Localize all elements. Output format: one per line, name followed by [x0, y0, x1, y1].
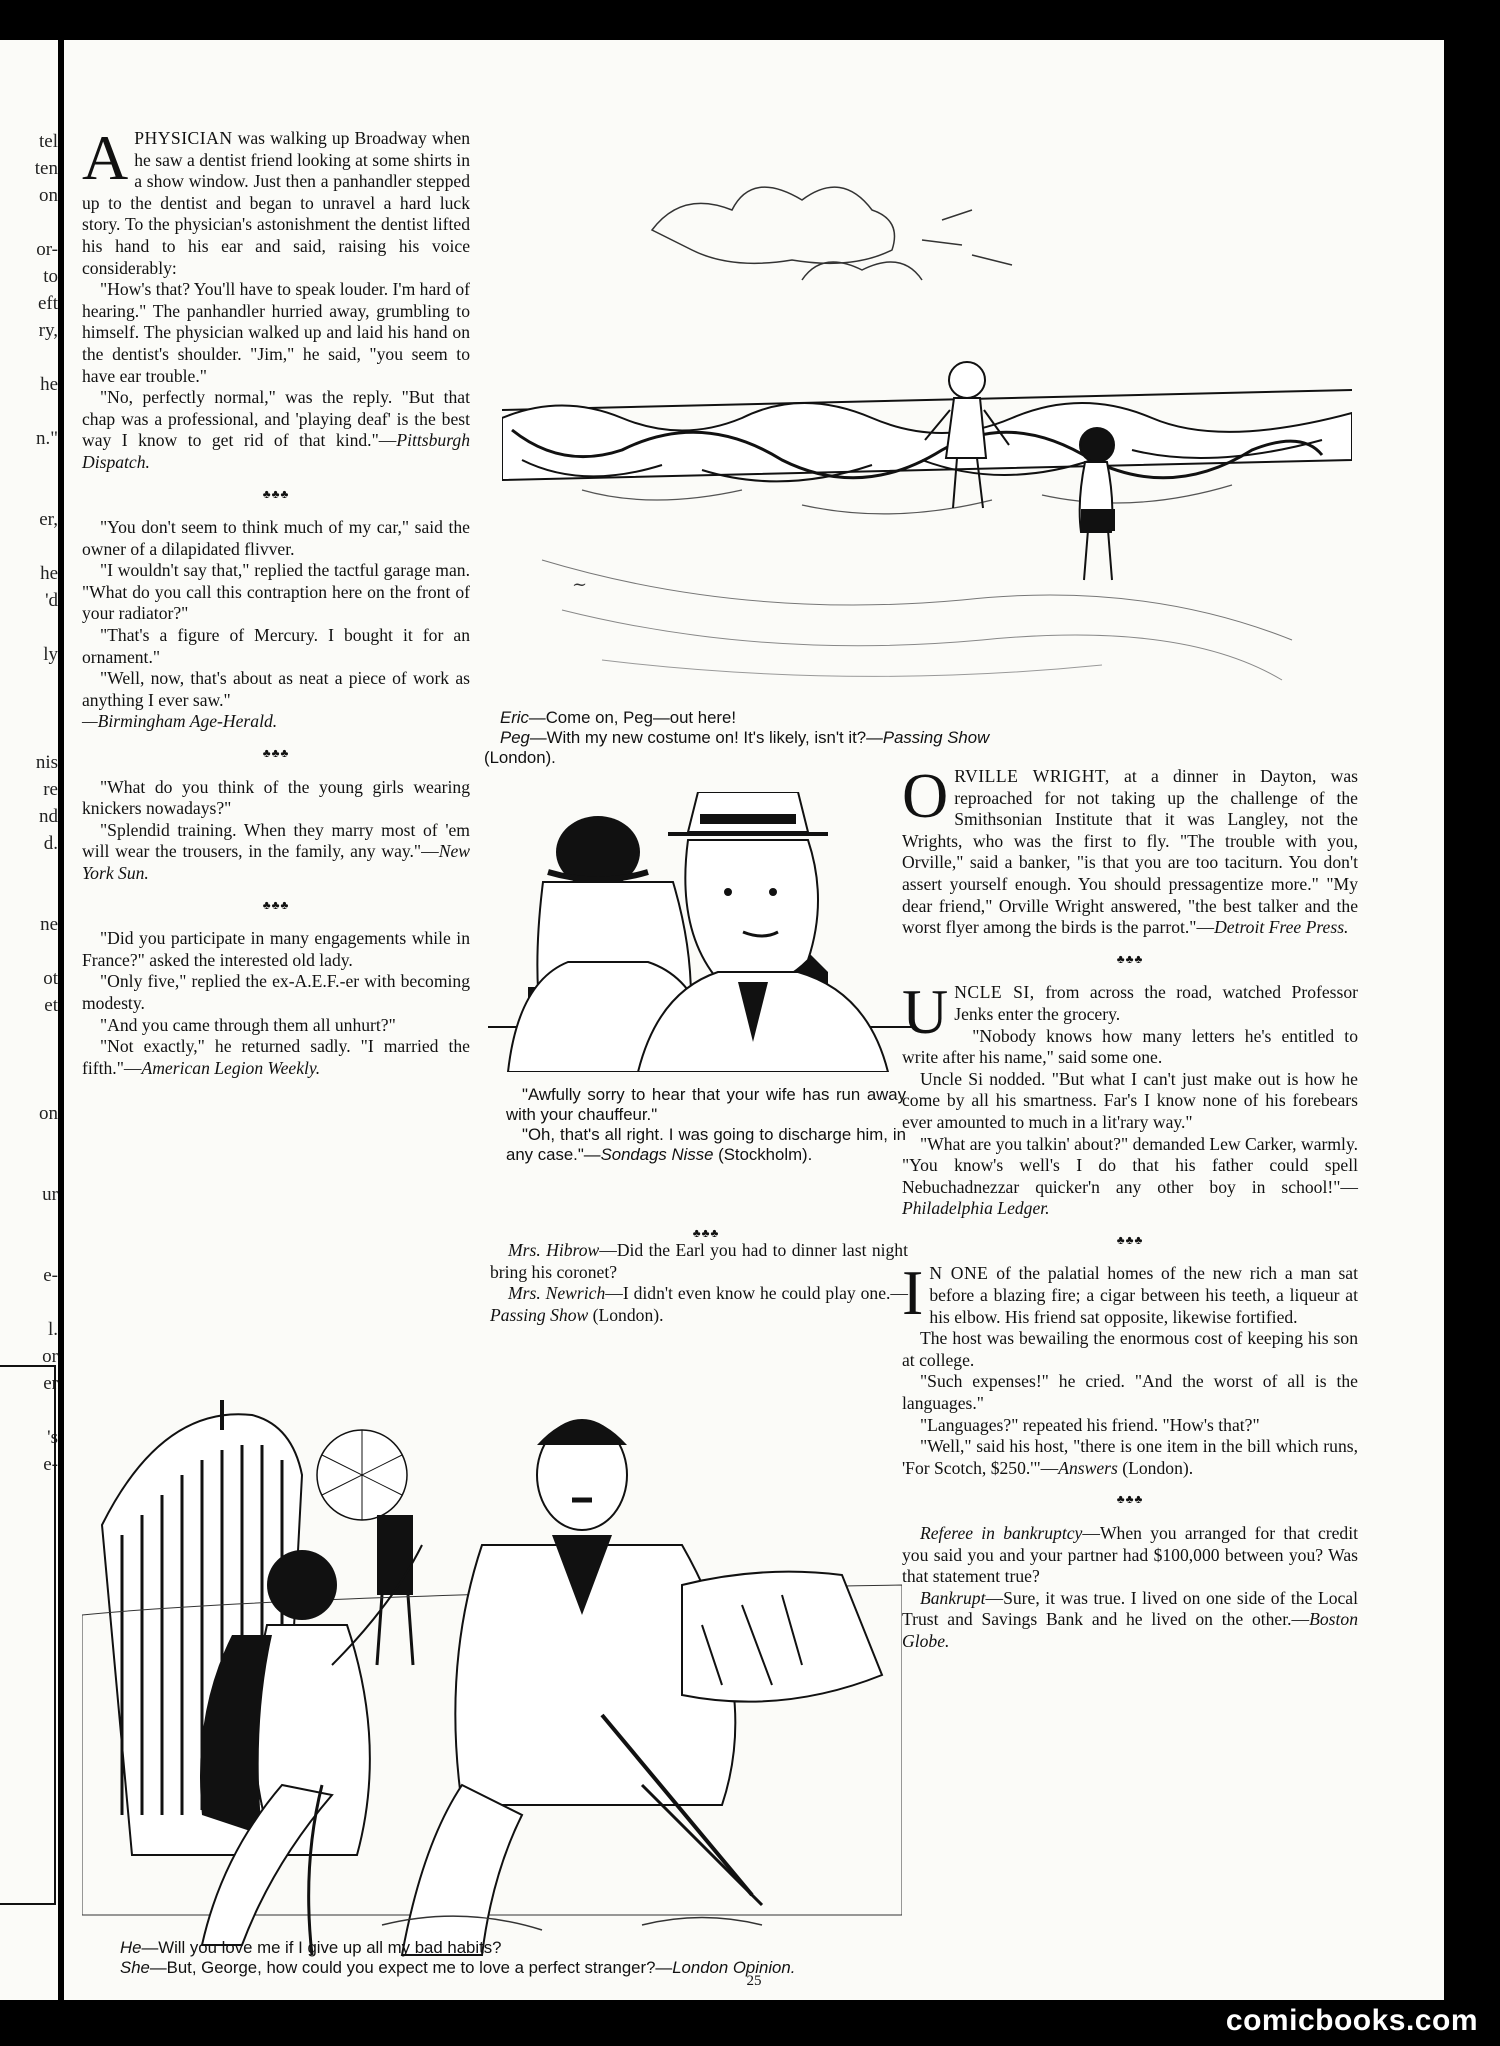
chauffeur-cartoon-illustration: [488, 792, 912, 1072]
hibrow-joke: Mrs. Hibrow—Did the Earl you had to dinner last night bring his coronet? Mrs. Newrich—I didn't even know he could play one.—Passing Show (London).: [490, 1240, 909, 1325]
paragraph: "Splendid training. When they marry most of 'em will wear the trousers, in the family, any way."—New York Sun.: [82, 819, 470, 883]
paragraph: Uncle Si nodded. "But what I can't just make out is how he come by all his smartness. Far's I know none of his forebears ever amounted to much in a lit'rary way.": [902, 1068, 1358, 1132]
separator-ornament: ♣♣♣: [262, 486, 290, 501]
previous-page-fragment: he: [40, 374, 58, 395]
previous-page-edge: [0, 40, 58, 2000]
separator-ornament: ♣♣♣: [1116, 1492, 1144, 1507]
beach-cartoon-caption: Eric—Come on, Peg—out here! Peg—With my new costume on! It's likely, isn't it?—Passing Show (London).: [484, 708, 990, 767]
previous-page-fragment: 'd: [45, 590, 58, 611]
paragraph: Referee in bankruptcy—When you arranged for that credit you said you and your partner had $100,000 between you? Was that statement true?: [902, 1523, 1358, 1587]
previous-page-fragment: [0, 452, 58, 479]
previous-page-fragment: [0, 1073, 58, 1100]
separator-ornament: ♣♣♣: [1116, 951, 1144, 966]
previous-page-fragment: nis: [35, 752, 58, 773]
beach-couple-illustration: [82, 1365, 902, 1975]
previous-page-fragment: [0, 1289, 58, 1316]
previous-page-fragment: l.: [47, 1319, 58, 1340]
previous-page-fragment: er: [43, 1373, 58, 1394]
paragraph: "No, perfectly normal," was the reply. "But that chap was a professional, and 'playing deaf' is the best way I know to get rid of that kind."—Pittsburgh Dispatch.: [82, 387, 470, 472]
joke-uncle-si: UNCLE SI, from across the road, watched Professor Jenks enter the grocery.: [902, 976, 1359, 1048]
previous-page-fragment: he: [40, 563, 58, 584]
chauffeur-cartoon-caption: "Awfully sorry to hear that your wife has run away with your chauffeur." "Oh, that's all right. I was going to discharge him, in any case."—Sondags Nisse (Stockholm).: [506, 1085, 906, 1164]
previous-page-fragment: to: [43, 266, 58, 287]
paragraph: "Not exactly," he returned sadly. "I married the fifth."—American Legion Weekly.: [82, 1036, 470, 1078]
child-peg: [1080, 428, 1114, 580]
previous-page-fragment: [0, 533, 58, 560]
previous-page-fragment: d.: [43, 833, 58, 854]
page-number: 25: [746, 1973, 762, 1989]
site-watermark: comicbooks.com: [1225, 2004, 1478, 2037]
paragraph: "What are you talkin' about?" demanded Lew Carker, warmly. "You know's well's I do that his father could spell Nebuchadnezzar quicker'n any other boy in school!"—Philadelphia Ledger.: [902, 1133, 1358, 1219]
joke-new-rich: I N ONE of the palatial homes of the new rich a man sat before a blazing fire; a cigar between his teeth, a liqueur at his elbow. His friend sat opposite, likewise fortified.: [902, 1257, 1358, 1329]
beach-waves-illustration: [502, 160, 1352, 690]
separator-ornament: ♣♣♣: [1116, 1232, 1144, 1247]
separator-ornament: ♣♣♣: [262, 746, 290, 761]
paragraph: "That's a figure of Mercury. I bought it for an ornament.": [82, 625, 470, 667]
previous-page-fragment: ry,: [38, 320, 58, 341]
previous-page-fragment: tel: [39, 131, 58, 152]
drop-cap: O: [902, 760, 949, 831]
previous-page-fragment: [0, 344, 58, 371]
previous-page-fragment: ur: [42, 1184, 58, 1205]
previous-page-fragment: [0, 479, 58, 506]
paragraph: "And you came through them all unhurt?": [100, 1014, 396, 1035]
previous-page-fragment: [0, 1019, 58, 1046]
paragraph: "Did you participate in many engagements while in France?" asked the interested old lady.: [82, 928, 470, 970]
column-left: [82, 122, 470, 1079]
paragraph: "Well, now, that's about as neat a piece of work as anything I ever saw." —Birmingham Age-Herald.: [82, 668, 470, 732]
previous-page-fragment: or: [42, 1346, 58, 1367]
drop-cap: U: [902, 976, 949, 1048]
previous-page-fragment: [0, 209, 58, 236]
previous-page-fragment: [0, 884, 58, 911]
column-right: [902, 760, 1359, 1653]
artist-signature: ~: [572, 574, 588, 595]
paragraph: "You don't seem to think much of my car," said the owner of a dilapidated flivver.: [82, 517, 470, 559]
previous-page-fragment: [0, 614, 58, 641]
beach-couple-caption-text: He—Will you love me if I give up all my bad habits? She—But, George, how could you expect me to love a perfect stranger?—London Opinion.: [120, 1938, 796, 1977]
couple-drawing: [82, 1365, 902, 1975]
drop-cap: I: [902, 1257, 924, 1329]
paragraph: Bankrupt—Sure, it was true. I lived on one side of the Local Trust and Savings Bank and he lived on the other.—Boston Globe.: [902, 1587, 1358, 1651]
previous-page-fragment: [0, 1046, 58, 1073]
previous-page-fragment: [0, 1235, 58, 1262]
previous-page-fragment: [0, 1208, 58, 1235]
previous-page-fragment: on: [39, 1103, 58, 1124]
paragraph: "How's that? You'll have to speak louder. I'm hard of hearing." The panhandler hurried away, grumbling to himself. The physician walked up and laid his hand on the dentist's shoulder. "Jim," he said, "you seem to have ear trouble.": [82, 279, 470, 386]
previous-page-fragment: [0, 398, 58, 425]
paragraph: "Such expenses!" he cried. "And the worst of all is the languages.": [902, 1371, 1358, 1414]
previous-page-fragment: or-: [36, 239, 58, 260]
paragraph: "Nobody knows how many letters he's entitled to write after his name," said some one.: [902, 1025, 1358, 1068]
joke-orville-wright: ORVILLE WRIGHT, at a dinner in Dayton, was reproached for not taking up the challenge of the Smithsonian Institute that it was Langley, not the Wrights, who was the first to fly. "The trouble with you, Orville," said a banker, "is that you are too taciturn. You don't assert yourself enough. You should pressagentize more." "My dear friend," Orville Wright answered, "the best talker and the worst flyer among the birds is the parrot."—Detroit Free Press.: [902, 760, 1358, 938]
magazine-page: [64, 40, 1444, 2000]
previous-page-text-fragments: [0, 128, 58, 1478]
previous-page-fragment: re: [43, 779, 58, 800]
previous-page-fragment: ne: [40, 914, 58, 935]
previous-page-fragment: [0, 668, 58, 695]
chauffeur-drawing: [488, 792, 912, 1072]
previous-page-fragment: [0, 722, 58, 749]
separator-ornament: ♣♣♣: [692, 1226, 720, 1240]
previous-page-fragment: ly: [43, 644, 58, 665]
previous-page-illustration-frame: [0, 1365, 56, 1905]
beach-drawing: [502, 160, 1352, 690]
previous-page-fragment: e-: [43, 1265, 58, 1286]
joke-physician: APHYSICIAN was walking up Broadway when he saw a dentist friend looking at some shirts in a show window. Just then a panhandler stepped up to the dentist and began to unravel a hard luck story. To the physician's astonishment the dentist lifted his hand to his ear and said, raising his voice considerably:: [82, 122, 470, 278]
previous-page-fragment: er,: [39, 509, 58, 530]
previous-page-fragment: eft: [37, 293, 58, 314]
previous-page-fragment: on: [39, 185, 58, 206]
previous-page-fragment: [0, 857, 58, 884]
previous-page-fragment: et: [44, 995, 58, 1016]
previous-page-fragment: [0, 695, 58, 722]
paragraph: "Languages?" repeated his friend. "How's that?": [920, 1414, 1260, 1435]
previous-page-fragment: [0, 1154, 58, 1181]
previous-page-fragment: e-: [43, 1454, 58, 1475]
drop-cap: A: [82, 122, 129, 193]
separator-ornament: ♣♣♣: [262, 897, 290, 912]
paragraph: "What do you think of the young girls wearing knickers nowadays?": [82, 776, 470, 819]
paragraph: The host was bewailing the enormous cost of keeping his son at college.: [902, 1328, 1358, 1370]
previous-page-fragment: [0, 1127, 58, 1154]
previous-page-fragment: 's: [47, 1427, 58, 1448]
paragraph: "Well," said his host, "there is one item in the bill which runs, 'For Scotch, $250.'"—Answers (London).: [902, 1436, 1358, 1478]
paragraph: "I wouldn't say that," replied the tactful garage man. "What do you call this contraption here on the front of your radiator?": [82, 560, 470, 624]
previous-page-fragment: ot: [43, 968, 58, 989]
paragraph: "Only five," replied the ex-A.E.F.-er with becoming modesty.: [82, 971, 470, 1013]
previous-page-fragment: ten: [34, 158, 58, 179]
previous-page-fragment: n.": [35, 428, 58, 449]
previous-page-fragment: nd: [39, 806, 58, 827]
previous-page-fragment: [0, 938, 58, 965]
